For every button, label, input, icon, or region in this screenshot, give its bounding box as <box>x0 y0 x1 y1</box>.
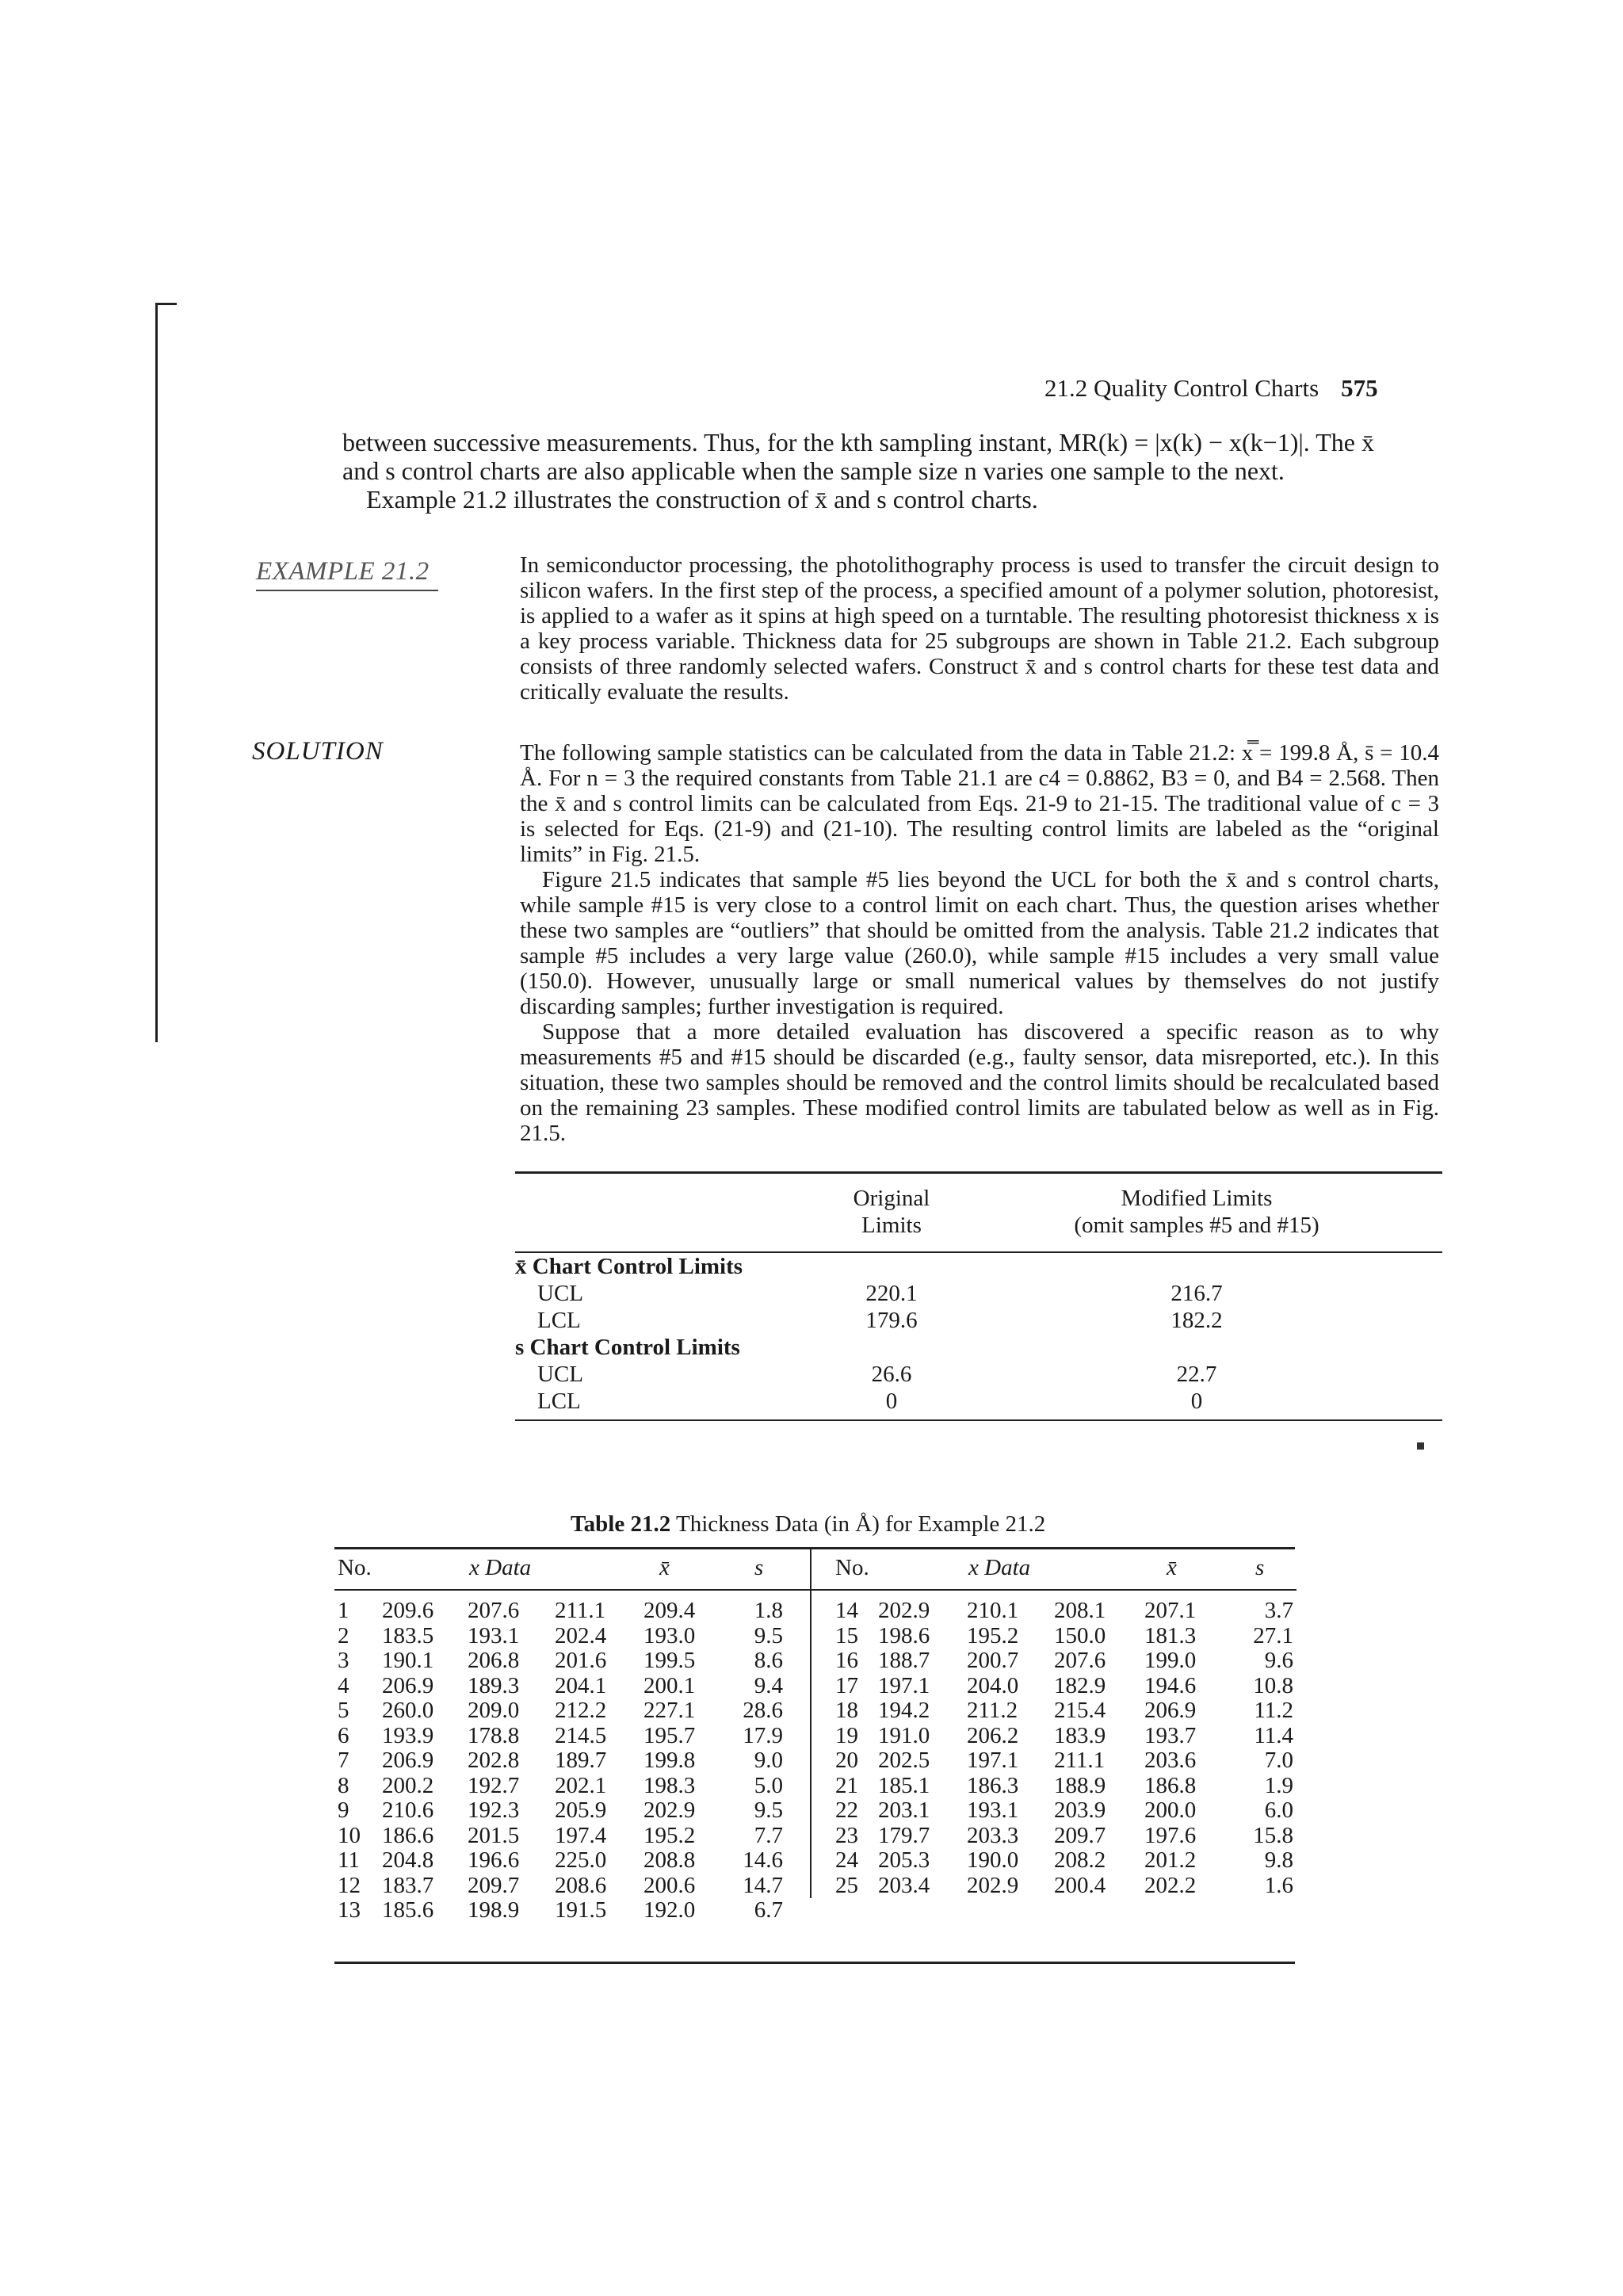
xbar-value: 202.2 <box>1144 1872 1197 1898</box>
x-value-3: 211.1 <box>555 1598 606 1623</box>
modified-value: 22.7 <box>1176 1362 1217 1387</box>
x-value-3: 202.4 <box>555 1622 607 1648</box>
x-value-1: 185.6 <box>382 1897 434 1923</box>
table-row <box>812 1798 1296 1824</box>
s-value: 1.9 <box>1264 1772 1293 1798</box>
x-value-2: 206.8 <box>468 1648 520 1673</box>
col-header-s: s <box>1255 1555 1265 1580</box>
x-value-2: 210.1 <box>967 1598 1019 1623</box>
s-value: 14.6 <box>743 1847 783 1873</box>
xbar-value: 192.0 <box>643 1897 696 1923</box>
s-value: 9.5 <box>754 1622 783 1648</box>
x-value-3: 191.5 <box>555 1897 607 1923</box>
table-header <box>812 1549 1296 1591</box>
s-value: 7.7 <box>754 1822 783 1848</box>
s-value: 15.8 <box>1253 1822 1293 1848</box>
modified-value: 182.2 <box>1170 1308 1223 1333</box>
row-label: LCL <box>537 1308 581 1333</box>
table-row <box>812 1674 1296 1699</box>
header-line: Original <box>853 1186 930 1211</box>
modified-value: 0 <box>1190 1389 1203 1414</box>
x-value-1: 200.2 <box>382 1772 434 1798</box>
table-title: Thickness Data (in Å) for Example 21.2 <box>675 1511 1046 1537</box>
table-row <box>515 1388 1442 1415</box>
x-value-3: 202.1 <box>555 1772 607 1798</box>
intro-line-1: between successive measurements. Thus, for the kth sampling instant, MR(k) = |x(k) − x(k−1)|. The x̄ <box>342 428 1374 457</box>
x-value-1: 203.4 <box>878 1872 930 1898</box>
xbar-value: 199.0 <box>1144 1648 1197 1673</box>
table-row <box>515 1334 1442 1361</box>
x-value-1: 185.1 <box>878 1772 930 1798</box>
s-value: 14.7 <box>743 1872 783 1898</box>
xbar-value: 197.6 <box>1144 1822 1197 1848</box>
table-right-half <box>810 1549 1296 1898</box>
x-value-2: 198.9 <box>468 1897 520 1923</box>
control-limits-table <box>515 1171 1442 1421</box>
x-value-1: 191.0 <box>878 1722 930 1748</box>
x-value-3: 225.0 <box>555 1847 607 1873</box>
table-caption <box>571 1511 1045 1538</box>
table-row <box>812 1774 1296 1799</box>
solution-paragraph-3: Suppose that a more detailed evaluation has discovered a specific reason as to why measurements #5 and #15 should be discarded (e.g., faulty sensor, data misreported, etc.). In this situation, these two samples should be removed and the control limits should be recalculated based on the remaining 23 samples. These modified control limits are tabulated below as well as in Fig. 21.5. <box>520 1019 1439 1146</box>
s-value: 9.6 <box>1264 1648 1293 1673</box>
x-value-1: 193.9 <box>382 1722 434 1748</box>
table-left-half <box>334 1549 810 1924</box>
table-row <box>515 1307 1442 1334</box>
solution-text <box>520 740 1439 1146</box>
intro-line-3: Example 21.2 illustrates the construction of x̄ and s control charts. <box>366 485 1038 514</box>
xbar-value: 198.3 <box>643 1772 696 1798</box>
x-value-3: 201.6 <box>555 1648 607 1673</box>
x-value-2: 190.0 <box>967 1847 1019 1873</box>
x-value-1: 260.0 <box>382 1698 434 1723</box>
example-label: EXAMPLE 21.2 <box>256 557 438 591</box>
x-value-2: 202.8 <box>468 1748 520 1773</box>
xbar-value: 208.8 <box>643 1847 696 1873</box>
row-number: 18 <box>835 1698 858 1723</box>
x-value-1: 205.3 <box>878 1847 930 1873</box>
xbar-chart-heading: x̄ Chart Control Limits <box>515 1254 743 1279</box>
section-title: 21.2 Quality Control Charts <box>1044 374 1319 402</box>
original-value: 220.1 <box>865 1281 918 1306</box>
x-value-2: 193.1 <box>468 1622 520 1648</box>
xbar-value: 195.7 <box>643 1722 696 1748</box>
limits-table-header <box>515 1185 1442 1245</box>
xbar-value: 200.0 <box>1144 1797 1197 1823</box>
s-value: 9.8 <box>1264 1847 1293 1873</box>
solution-label: SOLUTION <box>252 737 384 766</box>
x-value-2: 202.9 <box>967 1872 1019 1898</box>
x-value-2: 207.6 <box>468 1598 520 1623</box>
s-value: 28.6 <box>743 1698 783 1723</box>
table-row <box>334 1648 810 1674</box>
x-value-3: 182.9 <box>1054 1672 1106 1698</box>
col-header-xbar: x̄ <box>1167 1555 1177 1580</box>
table-row <box>334 1848 810 1874</box>
s-value: 9.4 <box>754 1672 783 1698</box>
table-row <box>812 1748 1296 1774</box>
example-text: In semiconductor processing, the photolithography process is used to transfer the circuit design to silicon wafers. In the first step of the process, a specified amount of a polymer solution, photoresist, is applied to a wafer as it spins at high speed on a turntable. The resulting photoresist thickness x is a key process variable. Thickness data for 25 subgroups are shown in Table 21.2. Each subgroup consists of three randomly selected wafers. Construct x̄ and s control charts for these test data and critically evaluate the results. <box>520 552 1439 705</box>
table-header <box>334 1549 810 1591</box>
x-value-1: 198.6 <box>878 1622 930 1648</box>
row-number: 14 <box>835 1598 858 1623</box>
x-value-2: 209.0 <box>468 1698 520 1723</box>
table-number: Table 21.2 <box>571 1511 671 1537</box>
row-number: 3 <box>338 1648 349 1673</box>
s-value: 11.4 <box>1254 1722 1293 1748</box>
crop-mark <box>155 303 177 1042</box>
table-row <box>812 1848 1296 1874</box>
xbar-value: 194.6 <box>1144 1672 1197 1698</box>
x-value-3: 214.5 <box>555 1722 607 1748</box>
s-value: 9.0 <box>754 1748 783 1773</box>
x-value-2: 211.2 <box>967 1698 1018 1723</box>
x-value-2: 178.8 <box>468 1722 520 1748</box>
x-value-2: 201.5 <box>468 1822 520 1848</box>
x-value-2: 195.2 <box>967 1622 1019 1648</box>
running-head <box>1044 374 1378 403</box>
x-value-1: 197.1 <box>878 1672 930 1698</box>
row-label: UCL <box>537 1281 583 1306</box>
xbar-value: 200.1 <box>643 1672 696 1698</box>
s-value: 1.6 <box>1264 1872 1293 1898</box>
table-row <box>334 1724 810 1749</box>
x-value-2: 196.6 <box>468 1847 520 1873</box>
table-row <box>812 1698 1296 1724</box>
x-value-2: 186.3 <box>967 1772 1019 1798</box>
xbar-value: 195.2 <box>643 1822 696 1848</box>
row-number: 20 <box>835 1748 858 1773</box>
xbar-value: 193.7 <box>1144 1722 1197 1748</box>
x-value-2: 192.7 <box>468 1772 520 1798</box>
table-row <box>812 1624 1296 1649</box>
row-number: 24 <box>835 1847 858 1873</box>
table-row <box>334 1824 810 1849</box>
x-value-1: 206.9 <box>382 1672 434 1698</box>
xbar-value: 186.8 <box>1144 1772 1197 1798</box>
row-number: 7 <box>338 1748 349 1773</box>
x-value-3: 208.2 <box>1054 1847 1106 1873</box>
header-line: Limits <box>861 1213 922 1238</box>
solution-paragraph-1: The following sample statistics can be calculated from the data in Table 21.2: x̿ = 199.8 Å, s̄ = 10.4 Å. For n = 3 the required constants from Table 21.1 are c4 = 0.8862, B3 = 0, and B4 = 2.568. Then the x̄ and s control limits can be calculated from Eqs. 21-9 to 21-15. The traditional value of c = 3 is selected for Eqs. (21-9) and (21-10). The resulting control limits are labeled as the “original limits” in Fig. 21.5. <box>520 740 1439 867</box>
s-value: 3.7 <box>1264 1598 1293 1623</box>
x-value-3: 183.9 <box>1054 1722 1106 1748</box>
x-value-3: 209.7 <box>1054 1822 1106 1848</box>
table-row <box>812 1724 1296 1749</box>
x-value-1: 206.9 <box>382 1748 434 1773</box>
x-value-2: 197.1 <box>967 1748 1019 1773</box>
x-value-3: 203.9 <box>1054 1797 1106 1823</box>
x-value-3: 215.4 <box>1054 1698 1106 1723</box>
x-value-3: 189.7 <box>555 1748 607 1773</box>
xbar-value: 201.2 <box>1144 1847 1197 1873</box>
row-label: LCL <box>537 1389 581 1414</box>
x-value-2: 193.1 <box>967 1797 1019 1823</box>
x-value-2: 200.7 <box>967 1648 1019 1673</box>
col-header-xdata: x Data <box>968 1555 1031 1580</box>
row-number: 13 <box>338 1897 361 1923</box>
original-value: 179.6 <box>865 1308 918 1333</box>
modified-value: 216.7 <box>1170 1281 1223 1306</box>
x-value-2: 206.2 <box>967 1722 1019 1748</box>
x-value-2: 209.7 <box>468 1872 520 1898</box>
col-header-xbar: x̄ <box>659 1555 670 1580</box>
header-line: Modified Limits <box>1121 1186 1273 1211</box>
xbar-value: 199.8 <box>643 1748 696 1773</box>
page-number: 575 <box>1341 374 1378 402</box>
x-value-3: 207.6 <box>1054 1648 1106 1673</box>
table-row <box>334 1798 810 1824</box>
s-value: 8.6 <box>754 1648 783 1673</box>
s-value: 11.2 <box>1254 1698 1293 1723</box>
table-row <box>334 1774 810 1799</box>
s-value: 7.0 <box>1264 1748 1293 1773</box>
xbar-value: 227.1 <box>643 1698 696 1723</box>
x-value-1: 202.9 <box>878 1598 930 1623</box>
x-value-1: 183.5 <box>382 1622 434 1648</box>
x-value-2: 203.3 <box>967 1822 1019 1848</box>
table-body <box>334 1549 1295 1962</box>
x-value-1: 194.2 <box>878 1698 930 1723</box>
xbar-value: 199.5 <box>643 1648 696 1673</box>
s-value: 27.1 <box>1253 1622 1293 1648</box>
s-value: 5.0 <box>754 1772 783 1798</box>
table-row <box>515 1253 1442 1280</box>
table-row <box>334 1898 810 1924</box>
s-chart-heading: s Chart Control Limits <box>515 1335 740 1360</box>
print-speck <box>1417 1442 1424 1450</box>
xbar-value: 209.4 <box>643 1598 696 1623</box>
table-row <box>812 1599 1296 1624</box>
x-value-3: 204.1 <box>555 1672 607 1698</box>
x-value-3: 208.1 <box>1054 1598 1106 1623</box>
s-value: 9.5 <box>754 1797 783 1823</box>
row-number: 17 <box>835 1672 858 1698</box>
table-row <box>515 1361 1442 1388</box>
xbar-value: 203.6 <box>1144 1748 1197 1773</box>
table-rule <box>515 1419 1442 1421</box>
col-header-s: s <box>754 1555 764 1580</box>
table-row <box>334 1674 810 1699</box>
row-number: 4 <box>338 1672 349 1698</box>
table-row <box>812 1648 1296 1674</box>
table-row <box>334 1874 810 1899</box>
intro-line-2: and s control charts are also applicable when the sample size n varies one sample to the next. <box>342 457 1285 485</box>
s-value: 10.8 <box>1253 1672 1293 1698</box>
s-value: 17.9 <box>743 1722 783 1748</box>
xbar-value: 206.9 <box>1144 1698 1197 1723</box>
x-value-3: 150.0 <box>1054 1622 1106 1648</box>
col-header-no: No. <box>338 1555 372 1580</box>
x-value-3: 197.4 <box>555 1822 607 1848</box>
x-value-1: 204.8 <box>382 1847 434 1873</box>
row-number: 15 <box>835 1622 858 1648</box>
xbar-value: 193.0 <box>643 1622 696 1648</box>
row-number: 11 <box>338 1847 360 1873</box>
x-value-3: 205.9 <box>555 1797 607 1823</box>
original-value: 0 <box>885 1389 898 1414</box>
x-value-3: 200.4 <box>1054 1872 1106 1898</box>
x-value-1: 183.7 <box>382 1872 434 1898</box>
row-number: 10 <box>338 1822 361 1848</box>
original-value: 26.6 <box>871 1362 912 1387</box>
row-number: 1 <box>338 1598 349 1623</box>
table-left-rows <box>334 1591 810 1924</box>
x-value-1: 202.5 <box>878 1748 930 1773</box>
row-number: 16 <box>835 1648 858 1673</box>
row-number: 5 <box>338 1698 349 1723</box>
x-value-2: 189.3 <box>468 1672 520 1698</box>
table-row <box>334 1624 810 1649</box>
x-value-1: 186.6 <box>382 1822 434 1848</box>
row-number: 12 <box>338 1872 361 1898</box>
x-value-3: 212.2 <box>555 1698 607 1723</box>
header-line: (omit samples #5 and #15) <box>1074 1213 1319 1238</box>
col-header-xdata: x Data <box>469 1555 532 1580</box>
col-header-no: No. <box>835 1555 869 1580</box>
row-number: 9 <box>338 1797 349 1823</box>
table-row <box>515 1280 1442 1307</box>
xbar-value: 202.9 <box>643 1797 696 1823</box>
x-value-3: 208.6 <box>555 1872 607 1898</box>
thickness-data-table <box>334 1547 1295 1964</box>
xbar-value: 207.1 <box>1144 1598 1197 1623</box>
xbar-value: 181.3 <box>1144 1622 1197 1648</box>
row-number: 2 <box>338 1622 349 1648</box>
x-value-1: 203.1 <box>878 1797 930 1823</box>
x-value-3: 188.9 <box>1054 1772 1106 1798</box>
s-value: 6.7 <box>754 1897 783 1923</box>
x-value-1: 210.6 <box>382 1797 434 1823</box>
table-row <box>334 1599 810 1624</box>
x-value-1: 188.7 <box>878 1648 930 1673</box>
table-row <box>812 1874 1296 1899</box>
row-number: 21 <box>835 1772 858 1798</box>
solution-paragraph-2: Figure 21.5 indicates that sample #5 lies beyond the UCL for both the x̄ and s control charts, while sample #15 is very close to a control limit on each chart. Thus, the question arises whether these two samples are “outliers” that should be omitted from the analysis. Table 21.2 indicates that sample #5 includes a very large value (260.0), while sample #15 includes a very small value (150.0). However, unusually large or small numerical values by themselves do not justify discarding samples; further investigation is required. <box>520 867 1439 1019</box>
x-value-2: 192.3 <box>468 1797 520 1823</box>
row-number: 22 <box>835 1797 858 1823</box>
original-limits-header <box>832 1185 951 1239</box>
row-label: UCL <box>537 1362 583 1387</box>
x-value-1: 209.6 <box>382 1598 434 1623</box>
row-number: 6 <box>338 1722 349 1748</box>
s-value: 1.8 <box>754 1598 783 1623</box>
table-right-rows <box>812 1591 1296 1898</box>
table-rule <box>334 1962 1295 1964</box>
row-number: 23 <box>835 1822 858 1848</box>
table-rule <box>515 1171 1442 1174</box>
table-row <box>812 1824 1296 1849</box>
modified-limits-header <box>959 1185 1434 1239</box>
x-value-3: 211.1 <box>1054 1748 1106 1773</box>
table-row <box>334 1698 810 1724</box>
s-value: 6.0 <box>1264 1797 1293 1823</box>
x-value-2: 204.0 <box>967 1672 1019 1698</box>
x-value-1: 179.7 <box>878 1822 930 1848</box>
row-number: 19 <box>835 1722 858 1748</box>
row-number: 25 <box>835 1872 858 1898</box>
x-value-1: 190.1 <box>382 1648 434 1673</box>
table-row <box>334 1748 810 1774</box>
row-number: 8 <box>338 1772 349 1798</box>
xbar-value: 200.6 <box>643 1872 696 1898</box>
